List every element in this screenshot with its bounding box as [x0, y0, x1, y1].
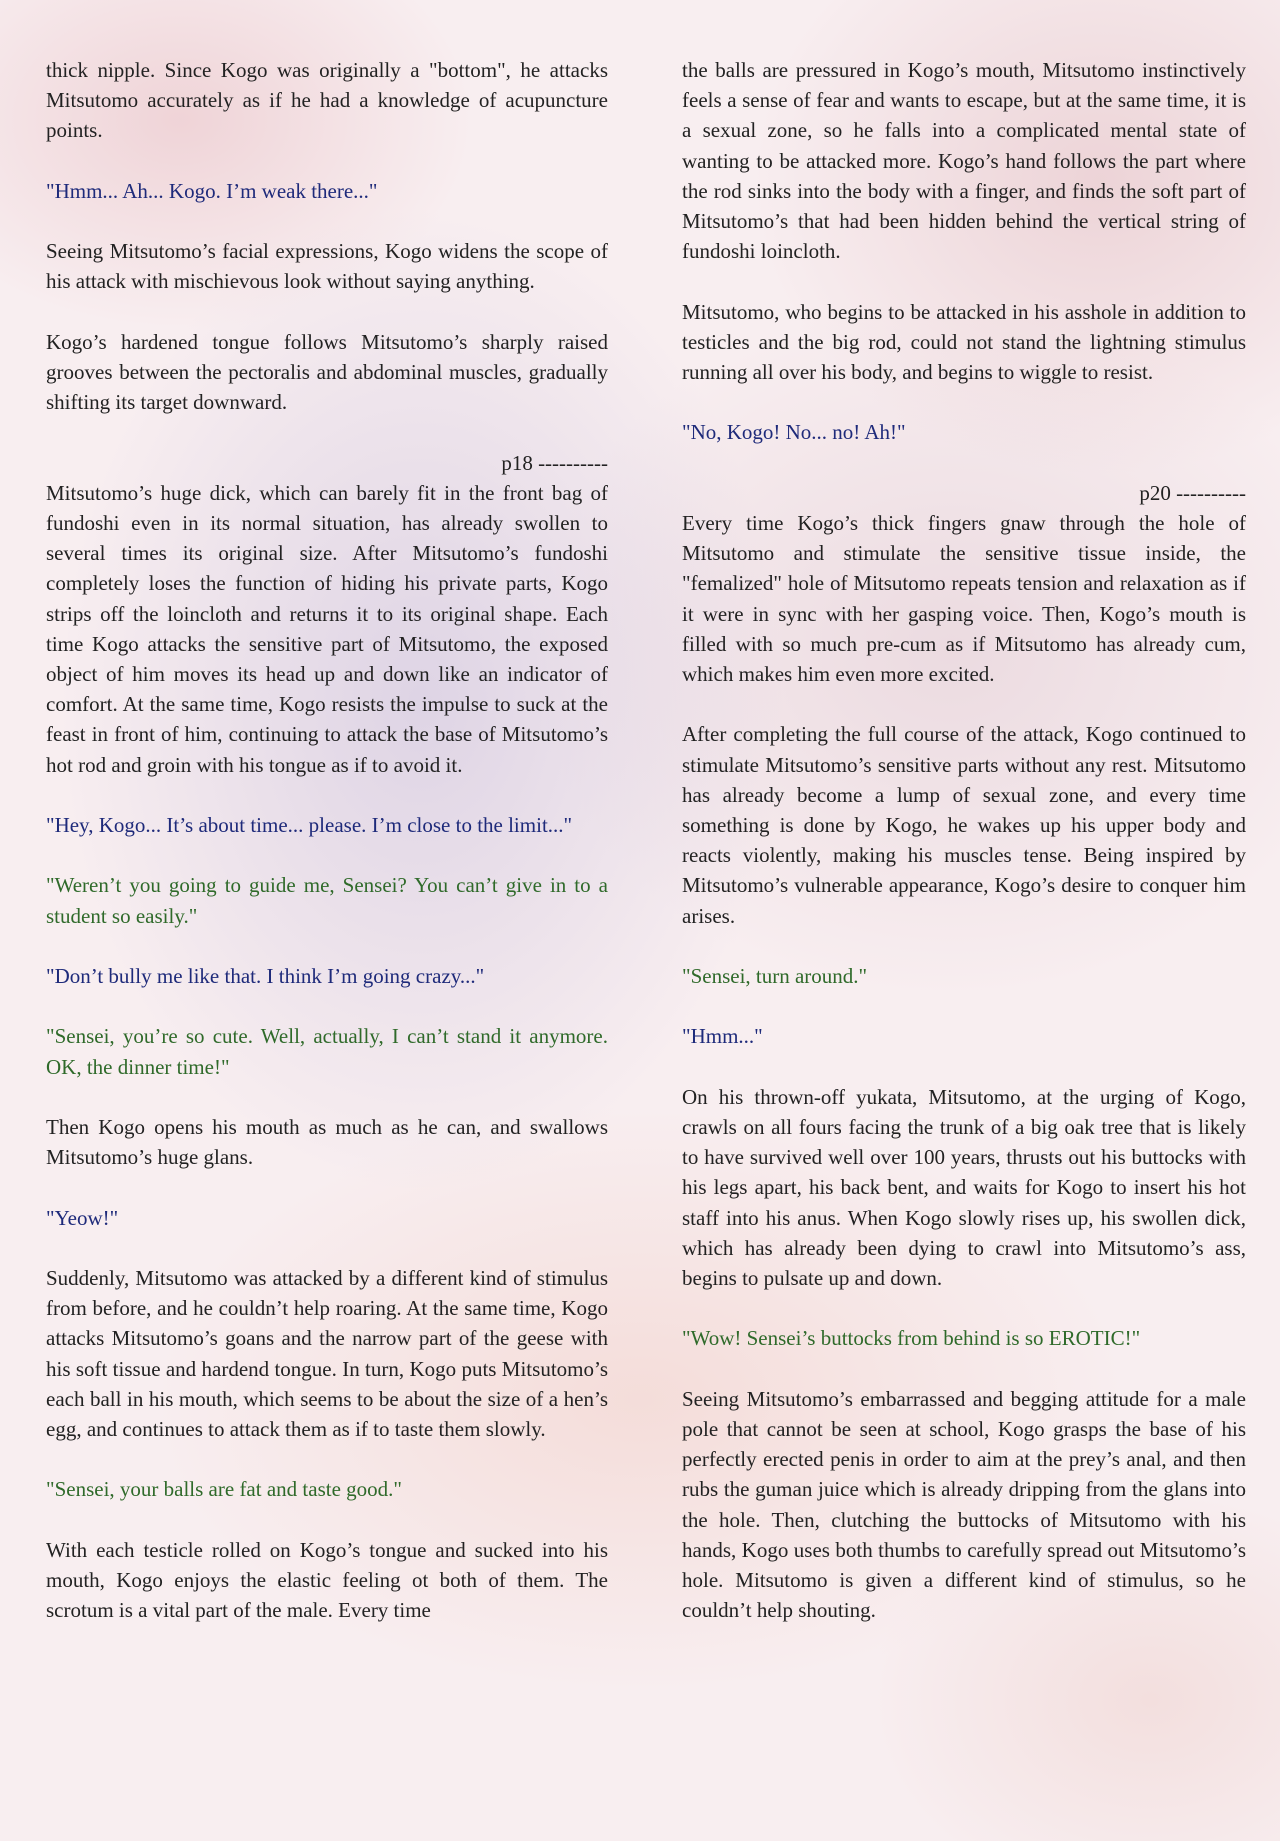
dialogue-line: "Sensei, you’re so cute. Well, actually, I can’t stand it anymore. OK, the dinner time!" [46, 1024, 608, 1079]
dialogue-line: "Weren’t you going to guide me, Sensei? You can’t give in to a student so easily." [46, 873, 608, 928]
page-marker: p18 ---------- [501, 450, 608, 475]
narration-paragraph: Mitsutomo’s huge dick, which can barely fit in the front bag of fundoshi even in its normal situation, has already swollen to several times its original size. After Mitsutomo’s fundoshi completely loses the function of hiding his private parts, Kogo strips off the loincloth and returns it to its original shape. Each time Kogo attacks the sensitive part of Mitsutomo, the exposed object of him moves its head up and down like an indicator of comfort. At the same time, Kogo resists the impulse to suck at the feast in front of him, continuing to attack the base of Mitsutomo’s hot rod and groin with his tongue as if to avoid it. [46, 480, 608, 777]
dialogue-line: "Hmm..." [682, 1024, 763, 1049]
dialogue-line: "No, Kogo! No... no! Ah!" [682, 420, 906, 445]
page-marker: p20 ---------- [1139, 480, 1246, 505]
narration-paragraph: On his thrown-off yukata, Mitsutomo, at the urging of Kogo, crawls on all fours facing the trunk of a big oak tree that is likely to have survived well over 100 years, thrusts out his buttocks with his legs apart, his back bent, and waits for Kogo to insert his hot staff into his anus. When Kogo slowly rises up, his swollen dick, which has already been dying to crawl into Mitsutomo’s ass, begins to pulsate up and down. [682, 1084, 1246, 1291]
right-text-column [682, 55, 1246, 1656]
narration-paragraph: Seeing Mitsutomo’s facial expressions, Kogo widens the scope of his attack with mischievous look without saying anything. [46, 239, 608, 294]
narration-paragraph: Every time Kogo’s thick fingers gnaw through the hole of Mitsutomo and stimulate the sensitive tissue inside, the "femalized" hole of Mitsutomo repeats tension and relaxation as if it were in sync with her gasping voice. Then, Kogo’s mouth is filled with so much pre-cum as if Mitsutomo has already cum, which makes him even more excited. [682, 511, 1246, 687]
left-text-column [46, 55, 608, 1656]
narration-paragraph: Seeing Mitsutomo’s embarrassed and begging attitude for a male pole that cannot be seen at school, Kogo grasps the base of his perfectly erected penis in order to aim at the prey’s anal, and then rubs the guman juice which is already dripping from the glans into the hole. Then, clutching the buttocks of Mitsutomo with his hands, Kogo uses both thumbs to carefully spread out Mitsutomo’s hole. Mitsutomo is given a different kind of stimulus, so he couldn’t help shouting. [682, 1386, 1246, 1623]
dialogue-line: "Don’t bully me like that. I think I’m going crazy..." [46, 963, 485, 988]
narration-paragraph: Suddenly, Mitsutomo was attacked by a different kind of stimulus from before, and he couldn’t help roaring. At the same time, Kogo attacks Mitsutomo’s goans and the narrow part of the geese with his soft tissue and hardend tongue. In turn, Kogo puts Mitsutomo’s each ball in his mouth, which seems to be about the size of a hen’s egg, and continues to attack them as if to taste them slowly. [46, 1265, 608, 1441]
dialogue-line: "Yeow!" [46, 1205, 119, 1230]
narration-paragraph: After completing the full course of the attack, Kogo continued to stimulate Mitsutomo’s sensitive parts without any rest. Mitsutomo has already become a lump of sexual zone, and every time something is done by Kogo, he wakes up his upper body and reacts violently, making his muscles tense. Being inspired by Mitsutomo’s vulnerable appearance, Kogo’s desire to conquer him arises. [682, 722, 1246, 928]
dialogue-line: "Hmm... Ah... Kogo. I’m weak there..." [46, 178, 378, 203]
narration-paragraph: the balls are pressured in Kogo’s mouth, Mitsutomo instinctively feels a sense of fear and wants to escape, but at the same time, it is a sexual zone, so he falls into a complicated mental state of wanting to be attacked more. Kogo’s hand follows the part where the rod sinks into the body with a finger, and finds the soft part of Mitsutomo’s that had been hidden behind the vertical string of fundoshi loincloth. [682, 58, 1246, 264]
dialogue-line: "Wow! Sensei’s buttocks from behind is so EROTIC!" [682, 1326, 1141, 1351]
narration-paragraph: With each testicle rolled on Kogo’s tongue and sucked into his mouth, Kogo enjoys the elastic feeling ot both of them. The scrotum is a vital part of the male. Every time [46, 1537, 608, 1623]
narration-paragraph: Then Kogo opens his mouth as much as he can, and swallows Mitsutomo’s huge glans. [46, 1114, 608, 1170]
dialogue-line: "Sensei, turn around." [682, 964, 868, 989]
dialogue-line: "Sensei, your balls are fat and taste good." [46, 1477, 402, 1502]
dialogue-line: "Hey, Kogo... It’s about time... please. I’m close to the limit..." [46, 813, 573, 837]
narration-paragraph: thick nipple. Since Kogo was originally a "bottom", he attacks Mitsutomo accurately as if he had a knowledge of acupuncture points. [46, 58, 608, 143]
narration-paragraph: Kogo’s hardened tongue follows Mitsutomo’s sharply raised grooves between the pectoralis and abdominal muscles, gradually shifting its target downward. [46, 329, 608, 415]
narration-paragraph: Mitsutomo, who begins to be attacked in his asshole in addition to testicles and the big rod, could not stand the lightning stimulus running all over his body, and begins to wiggle to resist. [682, 299, 1246, 385]
